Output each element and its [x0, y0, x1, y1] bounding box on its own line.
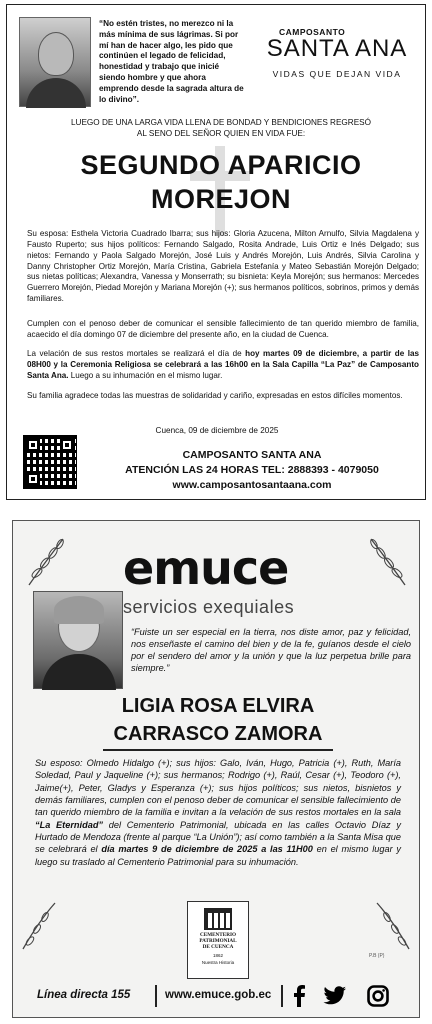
phone-line: Línea directa 155: [37, 989, 131, 1001]
qr-finder: [26, 438, 40, 452]
website-link[interactable]: www.emuce.gob.ec: [165, 989, 272, 1001]
deceased-name-line-2: CARRASCO ZAMORA: [113, 722, 323, 745]
leaf-ornament-icon: [25, 535, 69, 589]
wake-paragraph: [27, 349, 419, 382]
body-text-hall: “La Eternidad”: [35, 819, 104, 830]
intro-line-1: LUEGO DE UNA LARGA VIDA LLENA DE BONDAD Y BENDICIONES REGRESÓ: [71, 118, 371, 127]
divider: [281, 985, 283, 1007]
cem-logo-line-1: CEMENTERIO: [199, 932, 237, 938]
logo-tagline: VIDAS QUE DEJAN VIDA: [272, 69, 402, 79]
emuce-footer: [13, 979, 419, 1013]
thanks-paragraph: Su familia agradece todas las muestras de solidaridad y cariño, expresadas en estos difíciles momentos.: [27, 391, 403, 400]
contact-company: CAMPOSANTO SANTA ANA: [182, 449, 322, 461]
announcement-paragraph: Cumplen con el penoso deber de comunicar el sensible fallecimiento de tan querido miembro de familia, acaecido el día domingo 07 de diciembre del presente año, en la ciudad de Cuenca.: [27, 319, 419, 339]
body-text-location: del Cementerio Patrimonial, ubicada en las calles Octavio Díaz y Hurtado de Mendoza (frente al parque “La Unión”); así como también a la Santa Misa que se celebrará el: [35, 819, 401, 855]
twitter-icon[interactable]: [323, 985, 347, 1007]
wake-text-details: hoy martes 09 de diciembre, a partir de las 08H00 y la Ceremonia Religiosa se celebrará a las 16h00 en la Sala Capilla “La Paz” de Camposanto Santa Ana.: [27, 349, 420, 380]
intro-line-2: AL SENO DEL SEÑOR QUIEN EN VIDA FUE:: [136, 129, 306, 139]
deceased-photo: [33, 591, 123, 689]
building-icon: [204, 908, 232, 930]
cem-logo-subtitle: Nuestra Historia: [201, 959, 235, 965]
deceased-name-line-1: LIGIA ROSA ELVIRA: [121, 695, 315, 717]
deceased-name: [21, 149, 421, 217]
leaf-ornament-icon: [373, 901, 413, 953]
wake-text-burial: Luego a su inhumación en el mismo lugar.: [68, 370, 223, 380]
body-text-family: Su esposo: Olmedo Hidalgo (+); sus hijos: Galo, Iván, Hugo, Patricia (+), Ruth, María Soledad, Paul y Jaqueline (+); sus hermanos; Rodrigo (+), Raúl, Cesar (+), Teodoro (+), Jaime(+), Peter, Gladys y Esperanza (+); sus hijos políticos; sus nietos, bisnietos y demás familiares, cumplen con el penoso deber de comunicar el sensible fallecimiento de tan querido miembro de la familia e invitan a la velación de sus restos mortales en la sala: [35, 758, 401, 818]
deceased-name: [53, 693, 383, 748]
family-paragraph: [35, 757, 401, 868]
wake-text-intro: La velación de sus restos mortales se realizará el día de: [27, 349, 246, 358]
photo-figure-body: [42, 654, 116, 690]
qr-finder: [60, 438, 74, 452]
photo-figure-head: [38, 32, 74, 76]
contact-website[interactable]: www.camposantosantaana.com: [172, 479, 332, 492]
deceased-name-line-2: MOREJON: [150, 183, 292, 214]
qr-code[interactable]: [23, 435, 77, 489]
deceased-photo: [19, 17, 91, 107]
obituary-notice-emuce: [12, 520, 420, 1018]
body-text-burial: en el mismo lugar y luego su traslado al Cementerio Patrimonial para su inhumación.: [35, 844, 401, 867]
obituary-notice-santa-ana: [6, 4, 426, 500]
photo-figure-body: [26, 78, 86, 108]
emuce-logo: emuce: [123, 541, 289, 595]
deceased-name-line-1: SEGUNDO APARICIO: [80, 150, 362, 180]
cem-logo-year: 1862: [212, 952, 223, 958]
facebook-icon[interactable]: [291, 985, 309, 1007]
name-underline: [103, 749, 333, 751]
cementerio-patrimonial-logo: [187, 901, 249, 979]
leaf-ornament-icon: [365, 535, 409, 589]
cem-logo-line-3: DE CUENCA: [202, 944, 234, 951]
memorial-quote: “No estén tristes, no merezco ni la más mínima de sus lágrimas. Si por mí han de hacer algo, les pido que continúen el legado de felicidad, honestidad y trabajo que inicié siendo hombre y que ahora emprendo desde la sagrada altura de lo divino”.: [99, 19, 244, 104]
cem-logo-line-2: PATRIMONIAL: [199, 938, 237, 945]
qr-finder: [26, 472, 40, 486]
logo-santa-ana: SANTA ANA: [266, 35, 408, 62]
notice-date: Cuenca, 09 de diciembre de 2025: [155, 426, 279, 435]
leaf-ornament-icon: [19, 901, 59, 953]
intro-text: [27, 117, 415, 139]
divider: [155, 985, 157, 1007]
santa-ana-logo: [257, 27, 417, 79]
photo-figure-hair: [54, 596, 104, 624]
memorial-quote: “Fuiste un ser especial en la tierra, nos diste amor, paz y felicidad, nos enseñaste el camino del bien y de la fe, guíanos desde el cielo por el sendero del amor y la unión y que la luz perpetua brille para siempre.”: [131, 627, 411, 673]
print-mark: P.B (P): [369, 953, 385, 959]
logo-camposanto: CAMPOSANTO: [279, 27, 346, 37]
family-paragraph: Su esposa: Esthela Victoria Cuadrado Ibarra; sus hijos: Gloria Azucena, Milton Arnulfo, Silvia Magdalena y Fausto Ruperto; sus hijos políticos: Fernando Salgado, Rosita Andrade, Luis Ortiz e Inés Delgado; sus nietos: Fernando y Paola Salgado Morejón, José Luis y Andrés Morejón, Luis Andrés, Silvia Carolina y Danny Christopher Ortiz Morejón, María Cristina, Gabriela Estefanía y Mateo Sebastián Morejón Delgado; sus nietas políticas; Alexandra, Vanessa y Monserrath; su bisnieta: Keyla Morejón; sus hermanos: Mercedes Guerrero Morejón, Piedad Morejón y Mariana Morejón (+); sus hermanos políticos, sobrinos, primos y demás familiares.: [27, 229, 419, 304]
contact-phone: ATENCIÓN LAS 24 HORAS TEL: 2888393 - 4079050: [125, 464, 379, 477]
body-text-mass-date: día martes 9 de diciembre de 2025 a las 11H00: [101, 844, 313, 855]
emuce-subtitle: servicios exequiales: [123, 597, 295, 617]
contact-block: [87, 448, 417, 494]
instagram-icon[interactable]: [367, 985, 389, 1007]
